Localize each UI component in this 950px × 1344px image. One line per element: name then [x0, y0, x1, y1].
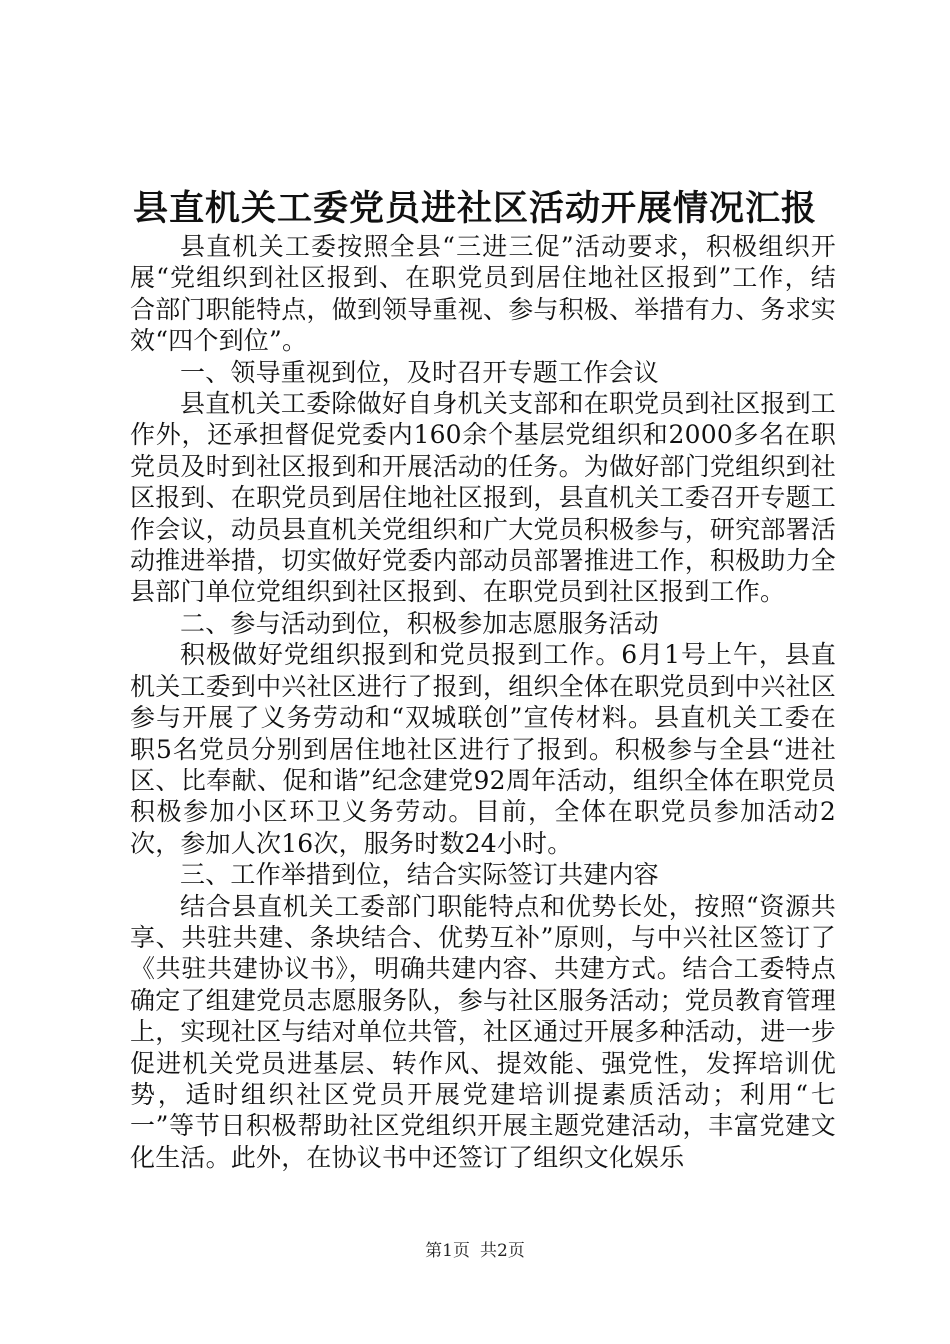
section-3-paragraph: 结合县直机关工委部门职能特点和优势长处，按照“资源共享、共驻共建、条块结合、优势互补”原则，与中兴社区签订了《共驻共建协议书》，明确共建内容、共建方式。结合工委特点确定了组建党员志愿服务队，参与社区服务活动；党员教育管理上，实现社区与结对单位共管，社区通过开展多种活动，进一步促进机关党员进基层、转作风、提效能、强党性，发挥培训优势，适时组织社区党员开展党建培训提素质活动；利用“七一”等节日积极帮助社区党组织开展主题党建活动，丰富党建文化生活。此外，在协议书中还签订了组织文化娱乐: [130, 891, 836, 1172]
section-heading-1: 一、领导重视到位，及时召开专题工作会议: [180, 357, 659, 387]
intro-paragraph: 县直机关工委按照全县“三进三促”活动要求，积极组织开展“党组织到社区报到、在职党员到居住地社区报到”工作，结合部门职能特点，做到领导重视、参与积极、举措有力、务求实效“四个到位”。: [130, 232, 836, 356]
page-total: 共2页: [480, 1241, 525, 1261]
section-heading-3: 三、工作举措到位，结合实际签订共建内容: [180, 860, 659, 890]
page-footer: [0, 1240, 950, 1262]
document-body: [130, 231, 836, 1173]
section-2-paragraph: 积极做好党组织报到和党员报到工作。6月1号上午，县直机关工委到中兴社区进行了报到，组织全体在职党员到中兴社区参与开展了义务劳动和“双城联创”宣传材料。县直机关工委在职5名党员分别到居住地社区进行了报到。积极参与全县“进社区、比奉献、促和谐”纪念建党92周年活动，组织全体在职党员积极参加小区环卫义务劳动。目前，全体在职党员参加活动2次，参加人次16次，服务时数24小时。: [130, 640, 836, 858]
section-heading-2: 二、参与活动到位，积极参加志愿服务活动: [180, 608, 659, 638]
document-title: 县直机关工委党员进社区活动开展情况汇报: [132, 189, 817, 229]
section-1-paragraph: 县直机关工委除做好自身机关支部和在职党员到社区报到工作外，还承担督促党委内160余个基层党组织和2000多名在职党员及时到社区报到和开展活动的任务。为做好部门党组织到社区报到、在职党员到居住地社区报到，县直机关工委召开专题工作会议，动员县直机关党组织和广大党员积极参与，研究部署活动推进举措，切实做好党委内部动员部署推进工作，积极助力全县部门单位党组织到社区报到、在职党员到社区报到工作。: [130, 389, 836, 607]
page-number: 第1页: [425, 1241, 470, 1261]
